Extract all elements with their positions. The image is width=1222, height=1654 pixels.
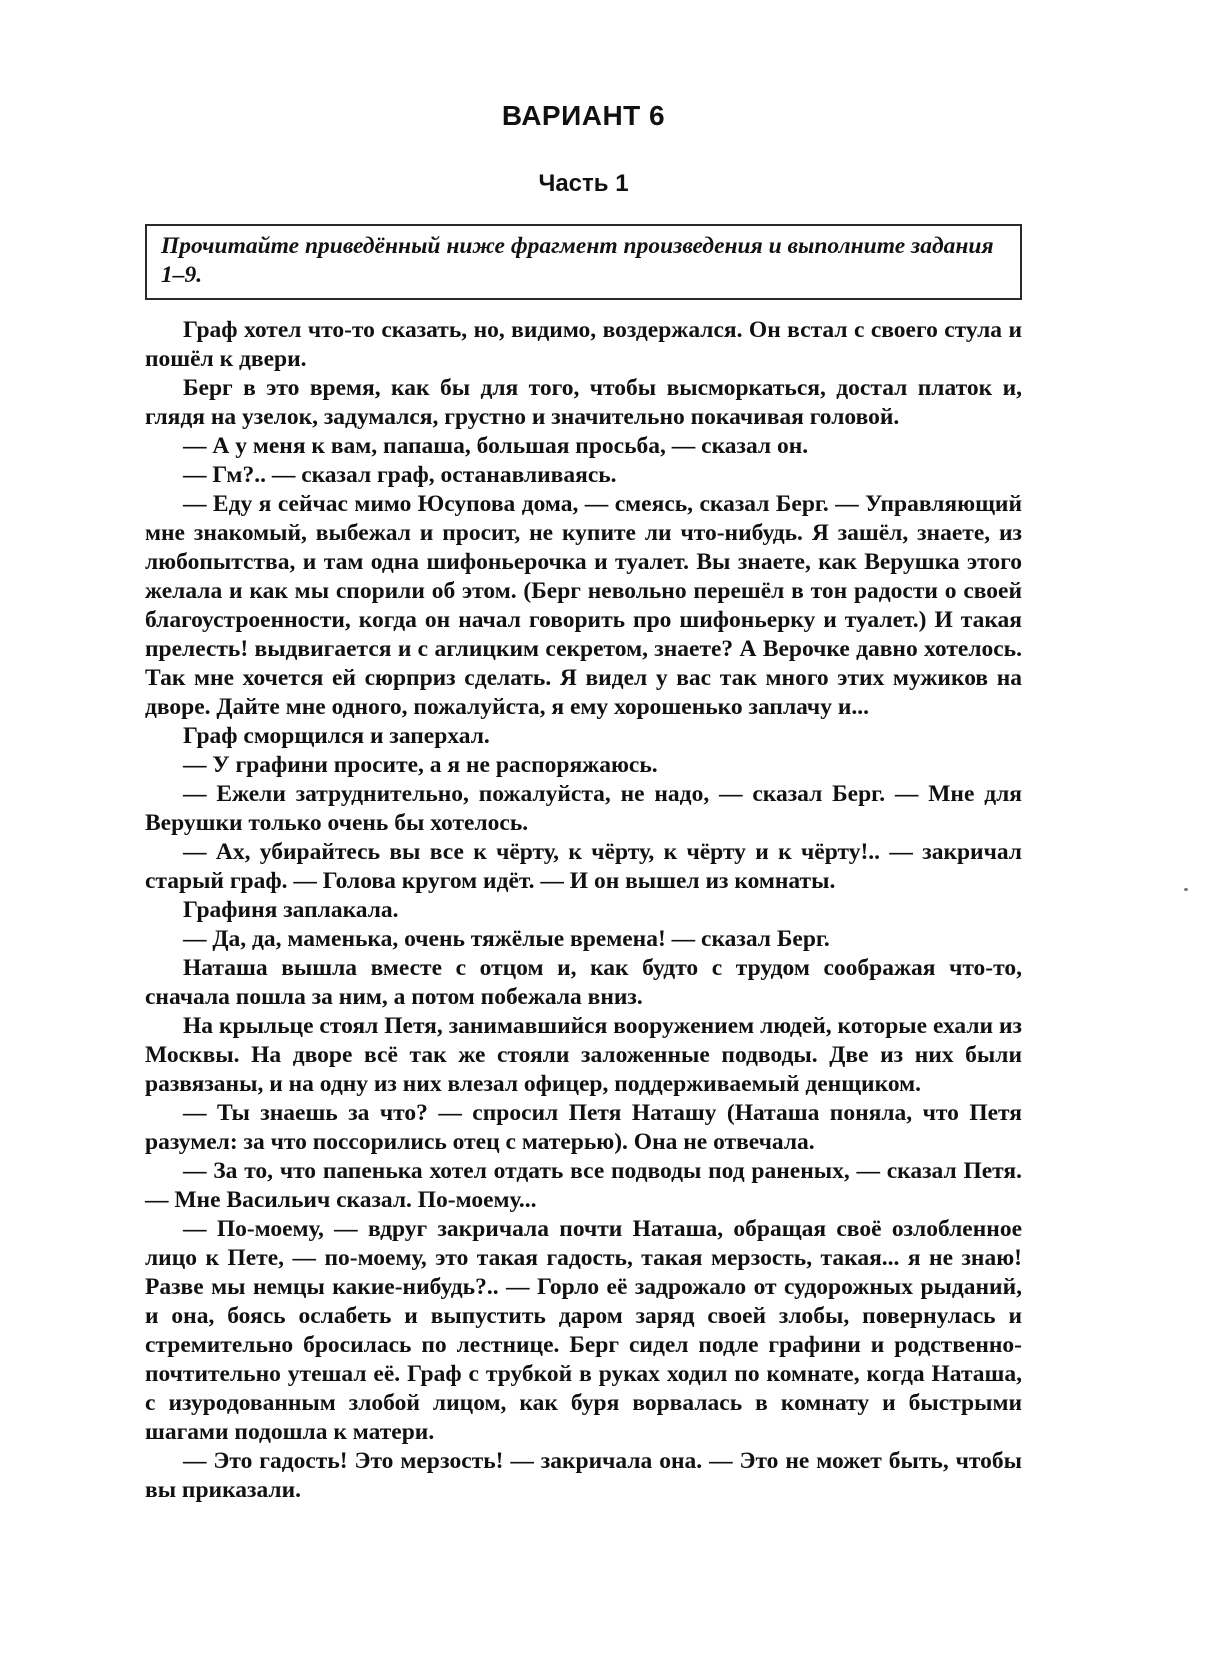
paragraph: Граф сморщился и заперхал. bbox=[183, 723, 490, 749]
paragraph: Графиня заплакала. bbox=[183, 897, 399, 923]
paragraph: Наташа вышла вместе с отцом и, как будто с трудом соображая что-то, сначала пошла за ним, а потом побежала вниз. bbox=[145, 955, 1022, 1010]
paragraph: — За то, что папенька хотел отдать все подводы под раненых, — сказал Петя. — Мне Васильич сказал. По-моему... bbox=[145, 1158, 1022, 1213]
paragraph: — Ты знаешь за что? — спросил Петя Наташу (Наташа поняла, что Петя разумел: за что поссорились отец с матерью). Она не отвечала. bbox=[145, 1100, 1022, 1155]
paragraph: — Гм?.. — сказал граф, останавливаясь. bbox=[183, 462, 617, 488]
fragment-text bbox=[145, 316, 1022, 1505]
paragraph: — Да, да, маменька, очень тяжёлые времена! — сказал Берг. bbox=[183, 926, 830, 952]
scan-speck bbox=[1184, 888, 1188, 891]
page-title: ВАРИАНТ 6 bbox=[501, 100, 666, 131]
paragraph: На крыльце стоял Петя, занимавшийся вооружением людей, которые ехали из Москвы. На дворе всё так же стояли заложенные подводы. Две из них были развязаны, и на одну из них влезал офицер, поддерживаемый денщиком. bbox=[145, 1013, 1022, 1097]
paragraph: — Это гадость! Это мерзость! — закричала она. — Это не может быть, чтобы вы приказали. bbox=[145, 1448, 1022, 1503]
instruction-box bbox=[145, 224, 1022, 300]
paragraph: Берг в это время, как бы для того, чтобы высморкаться, достал платок и, глядя на узелок, задумался, грустно и значительно покачивая головой. bbox=[145, 375, 1022, 430]
instruction-text: Прочитайте приведённый ниже фрагмент произведения и выполните задания 1–9. bbox=[161, 233, 994, 288]
part-heading: Часть 1 bbox=[538, 170, 629, 197]
paragraph: — По-моему, — вдруг закричала почти Наташа, обращая своё озлобленное лицо к Пете, — по-моему, это такая гадость, такая мерзость, такая... я не знаю! Разве мы немцы какие-нибудь?.. — Горло её задрожало от судорожных рыданий, и она, боясь ослабеть и выпустить даром заряд своей злобы, повернулась и стремительно бросилась по лестнице. Берг сидел подле графини и родственно-почтительно утешал её. Граф с трубкой в руках ходил по комнате, когда Наташа, с изуродованным злобой лицом, как буря ворвалась в комнату и быстрыми шагами подошла к матери. bbox=[145, 1216, 1022, 1445]
paragraph: — Ежели затруднительно, пожалуйста, не надо, — сказал Берг. — Мне для Верушки только очень бы хотелось. bbox=[145, 781, 1022, 836]
paragraph: — А у меня к вам, папаша, большая просьба, — сказал он. bbox=[183, 433, 809, 459]
paragraph: Граф хотел что-то сказать, но, видимо, воздержался. Он встал с своего стула и пошёл к двери. bbox=[145, 317, 1022, 372]
paragraph: — У графини просите, а я не распоряжаюсь. bbox=[183, 752, 658, 778]
paragraph: — Ах, убирайтесь вы все к чёрту, к чёрту, к чёрту и к чёрту!.. — закричал старый граф. — Голова кругом идёт. — И он вышел из комнаты. bbox=[145, 839, 1022, 894]
paragraph: — Еду я сейчас мимо Юсупова дома, — смеясь, сказал Берг. — Управляющий мне знакомый, выбежал и просит, не купите ли что-нибудь. Я зашёл, знаете, из любопытства, и там одна шифоньерочка и туалет. Вы знаете, как Верушка этого желала и как мы спорили об этом. (Берг невольно перешёл в тон радости о своей благоустроенности, когда он начал говорить про шифоньерку и туалет.) И такая прелесть! выдвигается и с аглицким секретом, знаете? А Верочке давно хотелось. Так мне хочется ей сюрприз сделать. Я видел у вас так много этих мужиков на дворе. Дайте мне одного, пожалуйста, я ему хорошенько заплачу и... bbox=[145, 491, 1022, 720]
